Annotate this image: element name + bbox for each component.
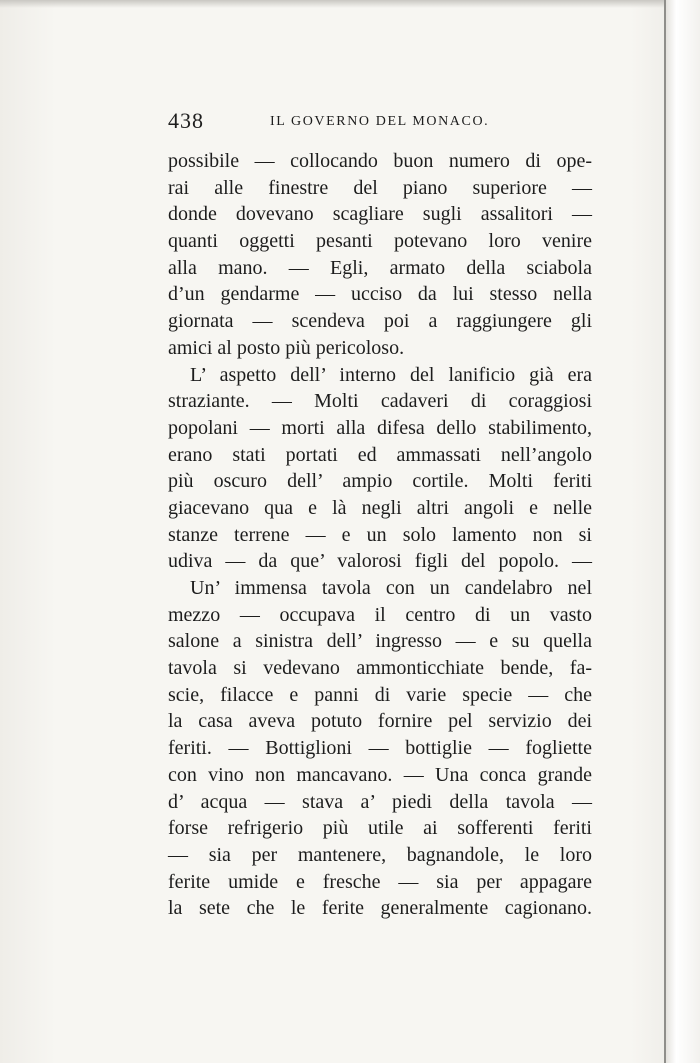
text-line: mezzo — occupava il centro di un vasto (168, 603, 592, 626)
text-line: giacevano qua e là negli altri angoli e nelle (168, 496, 592, 519)
text-line: stanze terrene — e un solo lamento non si (168, 523, 592, 546)
text-line: salone a sinistra dell’ ingresso — e su quella (168, 630, 592, 653)
text-line: scie, filacce e panni di varie specie — che (168, 683, 592, 706)
text-line: rai alle finestre del piano superiore — (168, 176, 592, 199)
page-number: 438 (168, 108, 204, 133)
body-text (168, 148, 592, 922)
page-top-shadow (0, 0, 666, 8)
text-line: d’ acqua — stava a’ piedi della tavola — (168, 790, 592, 813)
page-header (168, 108, 598, 138)
text-line: tavola si vedevano ammonticchiate bende, fa- (168, 657, 592, 680)
text-line: popolani — morti alla difesa dello stabilimento, (168, 416, 592, 439)
page-right-edge (664, 0, 700, 1063)
text-line: L’ aspetto dell’ interno del lanificio già era (190, 363, 592, 386)
text-line: — sia per mantenere, bagnandole, le loro (168, 843, 592, 866)
text-line: quanti oggetti pesanti potevano loro venire (168, 230, 592, 253)
text-line: più oscuro dell’ ampio cortile. Molti feriti (168, 470, 592, 493)
running-title: IL GOVERNO DEL MONACO. (270, 114, 490, 129)
text-line: udiva — da que’ valorosi figli del popolo. — (168, 550, 592, 573)
text-line: feriti. — Bottiglioni — bottiglie — fogliette (168, 737, 592, 760)
text-line: giornata — scendeva poi a raggiungere gli (168, 310, 592, 333)
text-line: Un’ immensa tavola con un candelabro nel (190, 577, 592, 599)
text-line: la sete che le ferite generalmente cagionano. (168, 897, 592, 920)
text-line: erano stati portati ed ammassati nell’angolo (168, 443, 592, 466)
text-line: con vino non mancavano. — Una conca grande (168, 763, 592, 786)
text-line: alla mano. — Egli, armato della sciabola (168, 256, 592, 279)
text-line: la casa aveva potuto fornire pel servizio dei (168, 710, 592, 733)
text-line: donde dovevano scagliare sugli assalitori — (168, 203, 592, 226)
text-line: straziante. — Molti cadaveri di coraggiosi (168, 390, 592, 413)
text-line: amici al posto più pericoloso. (168, 336, 405, 359)
text-line: d’un gendarme — ucciso da lui stesso nella (168, 283, 592, 306)
text-line: forse refrigerio più utile ai sofferenti feriti (168, 817, 592, 840)
text-line: possibile — collocando buon numero di ope- (168, 150, 592, 172)
text-line: ferite umide e fresche — sia per appagare (168, 870, 592, 893)
